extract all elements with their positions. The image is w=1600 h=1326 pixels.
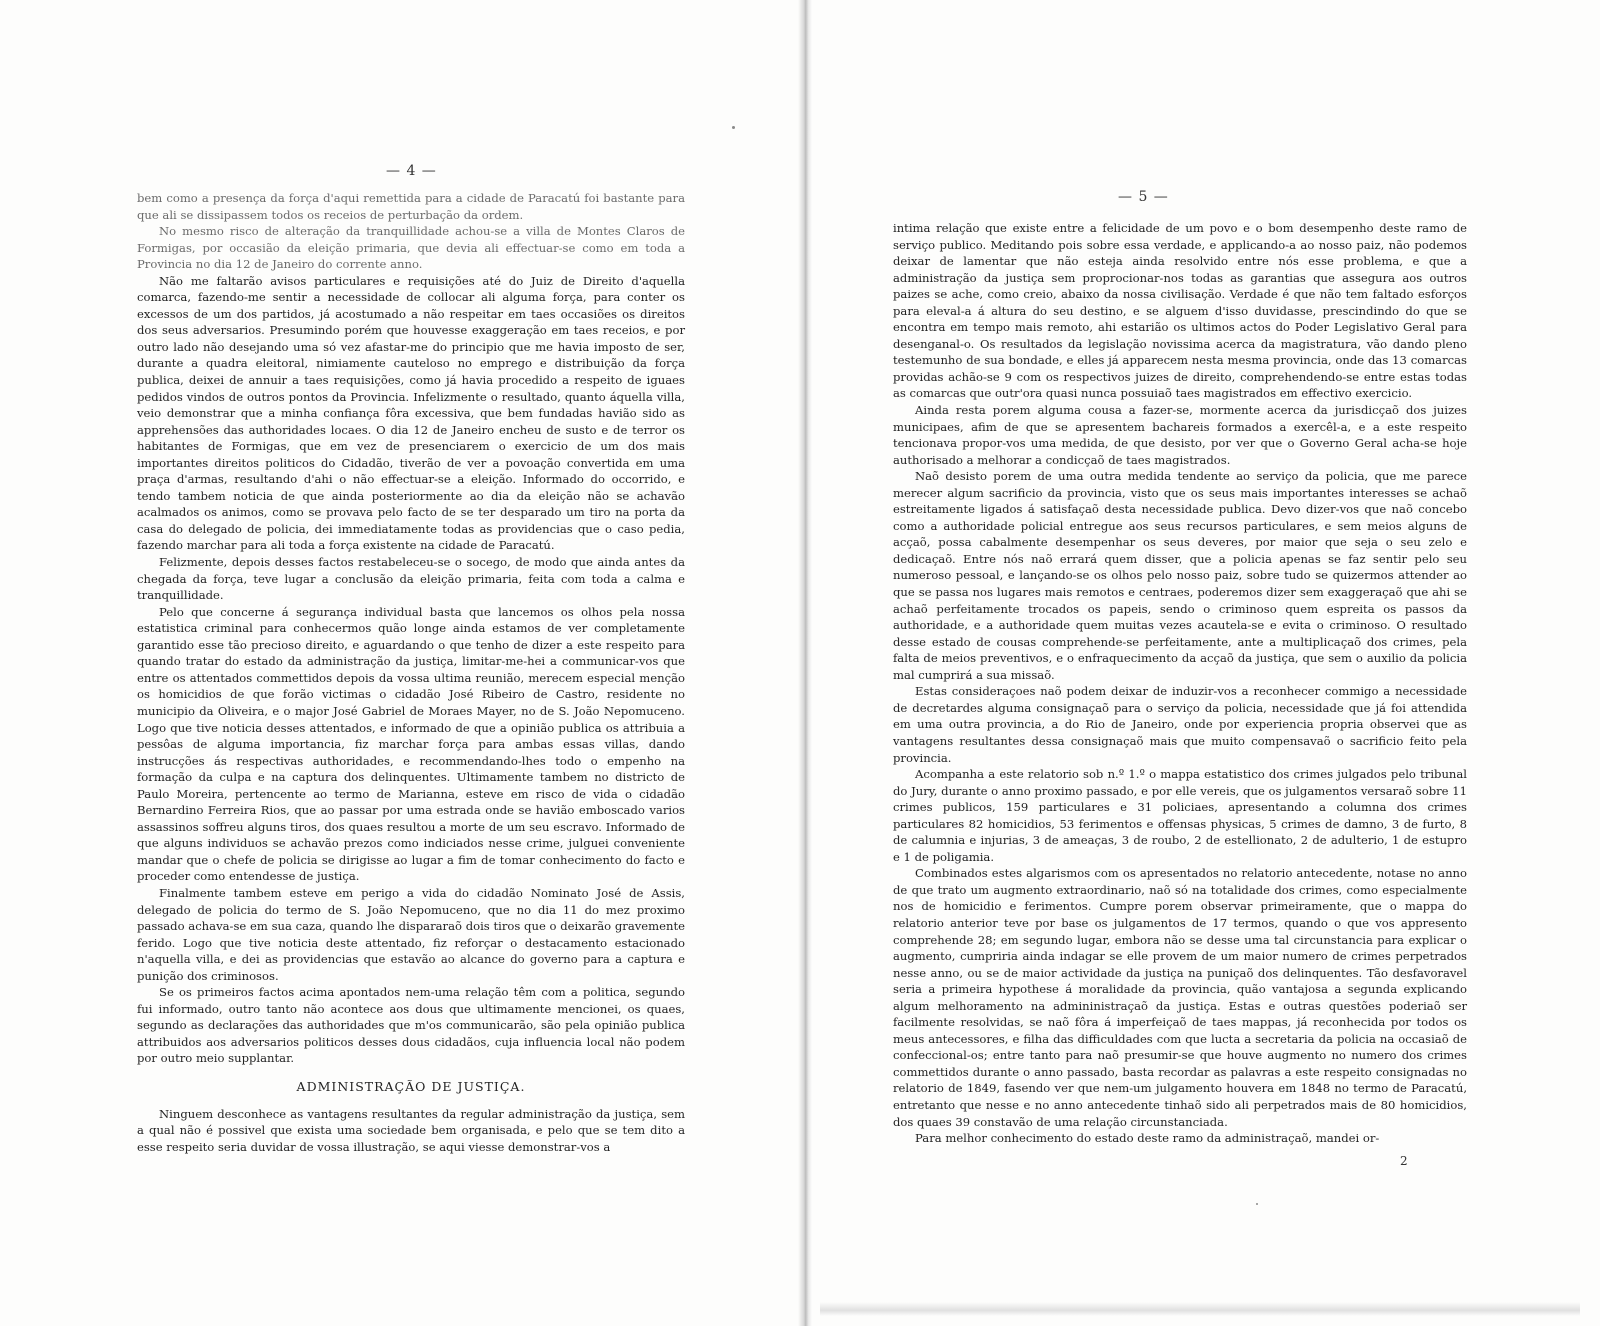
book-gutter: [798, 0, 812, 1326]
page-bottom-edge: [820, 1302, 1580, 1316]
paragraph: No mesmo risco de alteração da tranquillidade achou-se a villa de Montes Claros de Formigas, por occasião da eleição primaria, que devia ali effectuar-se como em toda a Provincia no dia 12 de Janeiro do corrente anno.: [137, 224, 685, 272]
right-page-number: — 5 —: [1118, 189, 1169, 205]
paragraph: intima relação que existe entre a felicidade de um povo e o bom desempenho deste ramo de serviço publico. Meditando pois sobre essa verdade, e applicando-a ao nosso paiz, não podemos deixar de lamentar que não esteja ainda resolvido entre nós esse problema, e que a administração da justiça sem proprocionar-nos todas as garantias que assegura aos outros paizes se ache, como creio, abaixo da nossa civilisação. Verdade é que não tem faltado esforços para eleval-a á altura do seu destino, e se alguem d'isso duvidasse, prescindindo do que se encontra em tempo mais remoto, ahi estarião os ultimos actos do Poder Legislativo Geral para desenganal-o. Os resultados da legislação novissima acerca da magistratura, vão dando pleno testemunho de sua bondade, e elles já apparecem nesta mesma provincia, onde das 13 comarcas providas achão-se 9 com os respectivos juizes de direito, comprehendendo-se entre estas todas as comarcas que outr'ora quasi nunca possuiaõ taes magistrados em effectivo exercicio.: [893, 221, 1467, 401]
section-title: ADMINISTRAÇÃO DE JUSTIÇA.: [296, 1078, 526, 1094]
paragraph: Combinados estes algarismos com os apresentados no relatorio antecedente, notase no anno de que trato um augmento extraordinario, naõ só na totalidade dos crimes, como especialmente nos de homicidio e ferimentos. Cumpre porem observar primeiramente, que o mappa do relatorio anterior teve por base os julgamentos de 17 termos, quando o que vos appresento comprehende 28; em segundo lugar, embora não se desse uma tal circunstancia para explicar o augmento, cumpriria ainda indagar se elle provem de um maior numero de crimes perpetrados nesse anno, ou se de maior actividade da justiça na puniçaõ dos delinquentes. Tão desfavoravel seria a primeira hypothese á moralidade da provincia, quão vantajosa a segunda explicando algum melhoramento na admininistraçaõ da justiça. Estas e outras questões poderiaõ ser facilmente resolvidas, se naõ fôra á imperfeiçaõ de taes mappas, já reconhecida por todos os meus antecessores, e filha das difficuldades com que lucta a secretaria da policia na occasiaõ de confeccional-os; entre tanto para naõ presumir-se que houve augmento no numero dos crimes commettidos durante o anno passado, basta recordar as palavras a este respeito consignadas no relatorio de 1849, fasendo ver que nem-um julgamento houvera em 1848 no termo de Paracatú, entretanto que nesse e no anno antecedente tinhaõ sido ali perpetrados mais de 80 homicidios, dos quaes 39 constavão de uma relação circunstanciada.: [893, 866, 1467, 1129]
right-page-text: [893, 220, 1467, 1147]
paragraph: Felizmente, depois desses factos restabeleceu-se o socego, de modo que ainda antes da chegada da força, teve lugar a conclusão da eleição primaria, feita com toda a calma e tranquillidade.: [137, 555, 685, 603]
paragraph: Pelo que concerne á segurança individual basta que lancemos os olhos pela nossa estatistica criminal para conhecermos quão longe ainda estamos de ver completamente garantido esse tão precioso direito, e aguardando o que tenho de dizer a este respeito para quando tratar do estado da administração da justiça, limitar-me-hei a communicar-vos que entre os attentados commettidos depois da vossa ultima reunião, merecem especial menção os homicidios de que forão victimas o cidadão José Ribeiro de Castro, residente no municipio da Oliveira, e o major José Gabriel de Moraes Mayer, no de S. João Nepomuceno. Logo que tive noticia desses attentados, e informado de que a opinião publica os attribuia a pessôas de alguma importancia, fiz marchar força para ambas essas villas, dando instrucções ás respectivas authoridades, e recommendando-lhes todo o empenho na formação da culpa e na captura dos delinquentes. Ultimamente tambem no districto de Paulo Moreira, pertencente ao termo de Marianna, esteve em risco de vida o cidadão Bernardino Ferreira Rios, que ao passar por uma estrada onde se havião emboscado varios assassinos soffreu alguns tiros, dos quaes resultou a morte de um seu escravo. Informado de que alguns individuos se achavão prezos como indiciados nesse crime, julguei conveniente mandar que o chefe de policia se dirigisse ao lugar a fim de tomar conhecimento do facto e proceder como entendesse de justiça.: [137, 604, 685, 884]
left-page-text: [137, 190, 685, 1155]
paragraph: Naõ desisto porem de uma outra medida tendente ao serviço da policia, que me parece merecer algum sacrificio da provincia, visto que os seus mais importantes interesses se achaõ estreitamente ligados á satisfaçaõ desta necessidade publica. Devo dizer-vos que naõ concebo como a authoridade policial entregue aos seus recursos particulares, e sem meios alguns de acçaõ, possa cabalmente desempenhar os seus deveres, por maior que seja o seu zelo e dedicaçaõ. Entre nós naõ errará quem disser, que a policia apenas se faz sentir pelo seu numeroso pessoal, e lançando-se os olhos pelo nosso paiz, sobre tudo se quizermos attender ao que se passa nos lugares mais remotos e centraes, poderemos dizer sem exaggeraçaõ que ahi se achaõ perfeitamente trocados os papeis, sendo o criminoso quem espreita os passos da authoridade, e a authoridade quem muitas vezes acautela-se e evita o criminoso. O resultado desse estado de cousas comprehende-se perfeitamente, ante a multiplicaçaõ dos crimes, pela falta de meios preventivos, e o enfraquecimento da acçaõ da justiça, que sem o auxilio da policia mal cumprirá a sua missaõ.: [893, 469, 1467, 682]
paper-speck: [732, 126, 735, 129]
signature-mark: 2: [1400, 1154, 1408, 1168]
paragraph: Finalmente tambem esteve em perigo a vida do cidadão Nominato José de Assis, delegado de policia do termo de S. João Nepomuceno, que no dia 11 do mez proximo passado achava-se em sua caza, quando lhe dispararaõ dois tiros que o deixarão gravemente ferido. Logo que tive noticia deste attentado, fiz reforçar o destacamento estacionado n'aquella villa, e dei as providencias que estavão ao alcance do governo para a captura e punição dos criminosos.: [137, 885, 685, 983]
paragraph: Não me faltarão avisos particulares e requisições até do Juiz de Direito d'aquella comarca, fazendo-me sentir a necessidade de collocar ali alguma força, para conter os excessos de um dos partidos, já acostumado a não respeitar em taes occasiões os direitos dos seus adversarios. Presumindo porém que houvesse exaggeração em taes receios, e por outro lado não desejando uma só vez afastar-me do principio que me havia imposto de ser, durante a quadra eleitoral, nimiamente cauteloso no emprego e distribuição da força publica, deixei de annuir a taes requisições, como já havia procedido a respeito de iguaes pedidos vindos de outros pontos da Provincia. Infelizmente o resultado, quanto áquella villa, veio demonstrar que a minha confiança fôra excessiva, que bem fundadas havião sido as apprehensões das authoridades locaes. O dia 12 de Janeiro encheu de susto e de terror os habitantes de Formigas, que em vez de presenciarem o exercicio de um dos mais importantes direitos politicos do Cidadão, tiverão de ver a povoação convertida em uma praça d'armas, resultando d'ahi o não effectuar-se a eleição. Informado do occorrido, e tendo tambem noticia de que ainda posteriormente ao dia da eleição não se achavão acalmados os animos, como se provava pelo facto de se ter desparado um tiro na porta da casa do delegado de policia, dei immediatamente todas as providencias que o caso pedia, fazendo marchar para ali toda a força existente na cidade de Paracatú.: [137, 273, 685, 553]
paragraph: Ainda resta porem alguma cousa a fazer-se, mormente acerca da jurisdicçaõ dos juizes municipaes, afim de que se apresentem bachareis formados a exercêl-a, e a este respeito tencionava propor-vos uma medida, de que desisto, por ver que o Governo Geral acha-se hoje authorisado a melhorar a condicçaõ de taes magistrados.: [893, 403, 1467, 467]
left-page-number: — 4 —: [386, 163, 437, 179]
paragraph: Acompanha a este relatorio sob n.º 1.º o mappa estatistico dos crimes julgados pelo tribunal do Jury, durante o anno proximo passado, e por elle vereis, que os julgamentos versaraõ sobre 11 crimes publicos, 159 particulares e 31 policiaes, apresentando a columna dos crimes particulares 82 homicidios, 53 ferimentos e offensas physicas, 5 crimes de damno, 3 de furto, 8 de calumnia e injurias, 3 de ameaças, 3 de roubo, 2 de estellionato, 2 de adulterio, 1 de estupro e 1 de poligamia.: [893, 767, 1467, 864]
paragraph: bem como a presença da força d'aqui remettida para a cidade de Paracatú foi bastante para que ali se dissipassem todos os receios de perturbação da ordem.: [137, 191, 685, 222]
paragraph: Ninguem desconhece as vantagens resultantes da regular administração da justiça, sem a qual não é possivel que exista uma sociedade bem organisada, e pelo que se tem dito a esse respeito seria duvidar de vossa illustração, se aqui viesse demonstrar-vos a: [137, 1106, 685, 1154]
paper-speck: [1256, 1203, 1258, 1205]
paragraph: Se os primeiros factos acima apontados nem-uma relação têm com a politica, segundo fui informado, outro tanto não acontece aos dous que ultimamente mencionei, os quaes, segundo as declarações das authoridades que m'os communicarão, são pela opinião publica attribuidos aos adversarios politicos desses dous cidadãos, cuja influencia local não podem por outro meio supplantar.: [137, 985, 685, 1066]
paragraph: Estas consideraçoes naõ podem deixar de induzir-vos a reconhecer commigo a necessidade de decretardes alguma consignaçaõ para o serviço da policia, necessidade que já foi attendida em uma outra provincia, a do Rio de Janeiro, onde por experiencia propria observei que as vantagens resultantes dessa consignaçaõ mais que muito compensavaõ o sacrificio feito pela provincia.: [893, 684, 1467, 765]
paragraph: Para melhor conhecimento do estado deste ramo da administraçaõ, mandei or-: [915, 1131, 1380, 1146]
